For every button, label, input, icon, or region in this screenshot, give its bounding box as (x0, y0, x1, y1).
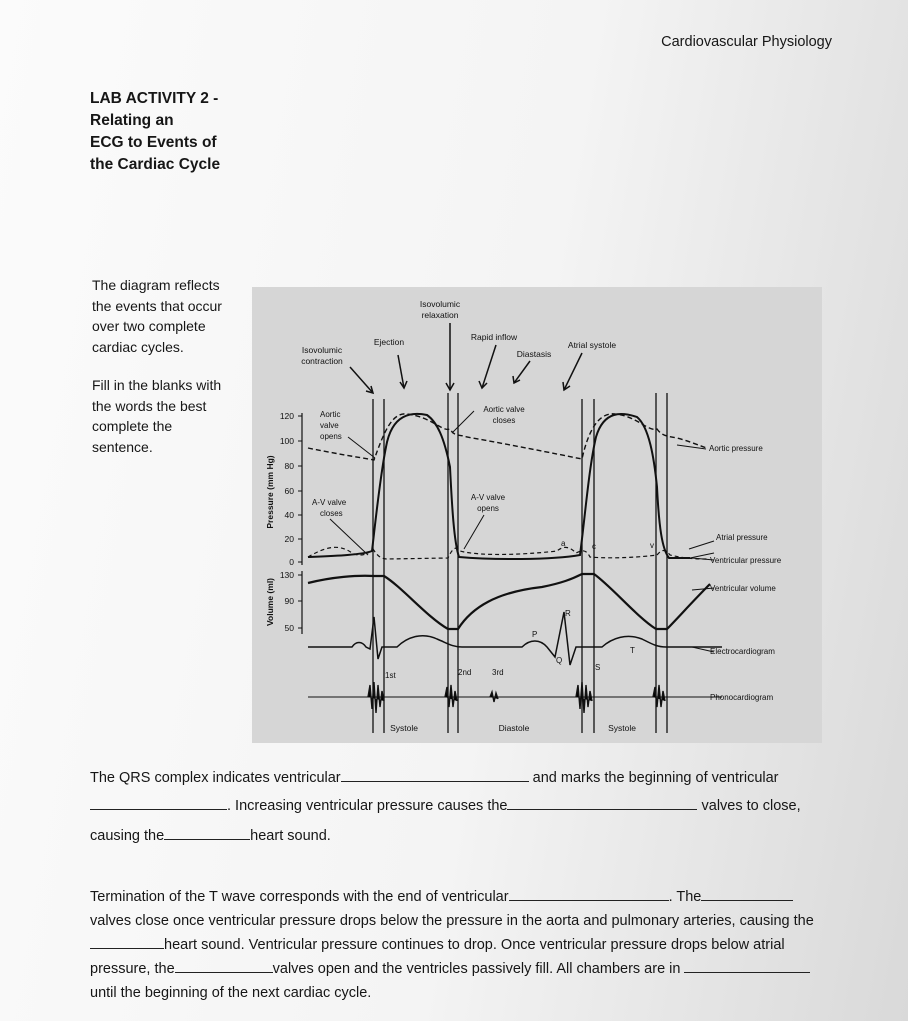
volume-axis-label: Volume (ml) (265, 577, 275, 627)
label-aortic-valve-opens: valve (320, 421, 339, 430)
pointer-aortic-valve-opens (348, 437, 375, 458)
blank-field[interactable] (509, 886, 669, 901)
ventricular-pressure-curve (308, 414, 690, 559)
paragraph-qrs (90, 766, 835, 848)
pressure-tick-20: 20 (284, 534, 294, 544)
period-diastole: Diastole (498, 723, 530, 733)
text-segment: valves open and the ventricles passively fill. All chambers are in (272, 961, 681, 977)
label-aortic-valve-closes: Aortic valve (483, 405, 525, 414)
instruction-line: complete the (92, 418, 173, 434)
paragraph-t-line-2: valves close once ventricular pressure drops below the pressure in the aorta and pulmonary arteries, causing the (90, 913, 814, 929)
pointer-av-valve-opens (464, 515, 484, 549)
text-segment: heart sound. Ventricular pressure continues to drop. Once ventricular pressure drops below atrial (164, 937, 785, 953)
wave-c: c (592, 542, 596, 551)
phase-isovolumic-contraction: Isovolumic (301, 345, 343, 355)
ecg-trace (308, 612, 722, 665)
label-aortic-pressure: Aortic pressure (709, 444, 763, 453)
diagram-intro (92, 275, 242, 357)
pressure-tick-40: 40 (284, 510, 294, 520)
phase-ejection: Ejection (373, 337, 405, 347)
lab-title-line: Relating an (90, 112, 174, 129)
label-av-valve-opens: opens (477, 504, 499, 513)
pressure-tick-60: 60 (284, 486, 294, 496)
heart-sound-2nd: 2nd (458, 668, 472, 677)
blank-field[interactable] (175, 958, 273, 973)
paragraph-qrs-line-2 (90, 794, 835, 818)
intro-line: The diagram reflects (92, 277, 220, 293)
pointer-av-valve-closes (330, 519, 368, 555)
blank-field[interactable] (507, 795, 697, 810)
lab-title-line: LAB ACTIVITY 2 - (90, 90, 219, 107)
wave-T: T (630, 646, 635, 655)
text-segment: pressure, the (90, 961, 175, 977)
intro-line: the events that occur (92, 297, 222, 314)
label-atrial-pressure: Atrial pressure (716, 533, 768, 542)
phase-isovolumic-relaxation: relaxation (421, 310, 459, 320)
lab-title-line: the Cardiac Cycle (90, 156, 221, 173)
period-systole: Systole (390, 723, 418, 733)
blank-field[interactable] (90, 795, 227, 810)
paragraph-t-line-4 (90, 957, 835, 981)
label-ventricular-volume: Ventricular volume (710, 584, 776, 593)
pressure-tick-100: 100 (279, 436, 294, 446)
paragraph-t-line-5: until the beginning of the next cardiac cycle. (90, 985, 372, 1001)
lab-title-line: ECG to Events of (90, 134, 217, 151)
phase-isovolumic-relaxation: Isovolumic (419, 299, 461, 309)
blank-field[interactable] (701, 886, 793, 901)
intro-line: over two complete (92, 318, 206, 334)
instruction-line: the words the best (92, 397, 207, 414)
phase-isovolumic-contraction: contraction (301, 356, 343, 366)
text-segment: . Increasing ventricular pressure causes the (227, 798, 508, 814)
text-segment: valves to close, (701, 798, 801, 814)
phase-rapid-inflow: Rapid inflow (470, 332, 518, 342)
volume-tick-50: 50 (284, 623, 294, 633)
text-segment: The QRS complex indicates ventricular (90, 770, 341, 786)
pressure-axis-label: Pressure (mm Hg) (265, 455, 275, 529)
phase-diastasis: Diastasis (516, 349, 552, 359)
text-segment: causing the (90, 828, 165, 844)
heart-sound-3rd: 3rd (492, 668, 504, 677)
wave-R: R (565, 609, 571, 618)
atrial-pressure-curve (308, 547, 707, 559)
wave-a: a (561, 539, 566, 548)
label-av-valve-closes: A-V valve (312, 498, 347, 507)
paragraph-qrs-line-1 (90, 766, 835, 790)
label-av-valve-closes: closes (320, 509, 343, 518)
paragraph-t-wave (90, 885, 835, 1005)
pressure-tick-0: 0 (289, 557, 294, 567)
volume-tick-130: 130 (279, 570, 294, 580)
wave-v: v (650, 541, 654, 550)
text-segment: . The (668, 889, 702, 905)
volume-tick-90: 90 (284, 596, 294, 606)
volume-axis-ticks (298, 575, 302, 628)
label-ventricular-pressure: Ventricular pressure (710, 556, 782, 565)
instruction-line: sentence. (92, 438, 153, 455)
course-header: Cardiovascular Physiology (661, 34, 832, 50)
instruction-line: Fill in the blanks with (92, 377, 222, 393)
phase-boundary-lines (373, 393, 667, 733)
label-phonocardiogram: Phonocardiogram (710, 693, 774, 702)
wave-Q: Q (556, 656, 563, 665)
period-systole-2: Systole (608, 723, 636, 733)
paragraph-t-line-3 (90, 933, 835, 957)
heart-sound-1st: 1st (385, 671, 396, 680)
instructions (92, 375, 242, 457)
curve-label-pointers (677, 445, 714, 697)
phase-atrial-systole: Atrial systole (567, 340, 617, 350)
wave-P: P (532, 630, 538, 639)
wave-S: S (595, 663, 601, 672)
pressure-axis-ticks (298, 416, 302, 562)
label-electrocardiogram: Electrocardiogram (710, 647, 775, 656)
pointer-aortic-valve-closes (452, 411, 474, 433)
paragraph-t-line-1 (90, 885, 835, 909)
text-segment: Termination of the T wave corresponds with the end of ventricular (90, 889, 509, 905)
paragraph-qrs-line-3 (90, 824, 835, 848)
text-segment: heart sound. (250, 828, 331, 844)
intro-line: cardiac cycles. (92, 338, 184, 355)
blank-field[interactable] (164, 825, 250, 840)
blank-field[interactable] (90, 934, 164, 949)
pressure-tick-80: 80 (284, 461, 294, 471)
pressure-tick-120: 120 (279, 411, 294, 421)
blank-field[interactable] (684, 958, 810, 973)
label-aortic-valve-closes: closes (492, 416, 516, 425)
label-aortic-valve-opens: opens (320, 432, 342, 441)
label-aortic-valve-opens: Aortic (320, 410, 341, 419)
ventricular-volume-curve (308, 574, 710, 629)
label-av-valve-opens: A-V valve (470, 493, 506, 502)
text-segment: and marks the beginning of ventricular (532, 770, 779, 786)
blank-field[interactable] (341, 767, 529, 782)
lab-title (90, 88, 250, 176)
cardiac-cycle-diagram (252, 287, 822, 743)
